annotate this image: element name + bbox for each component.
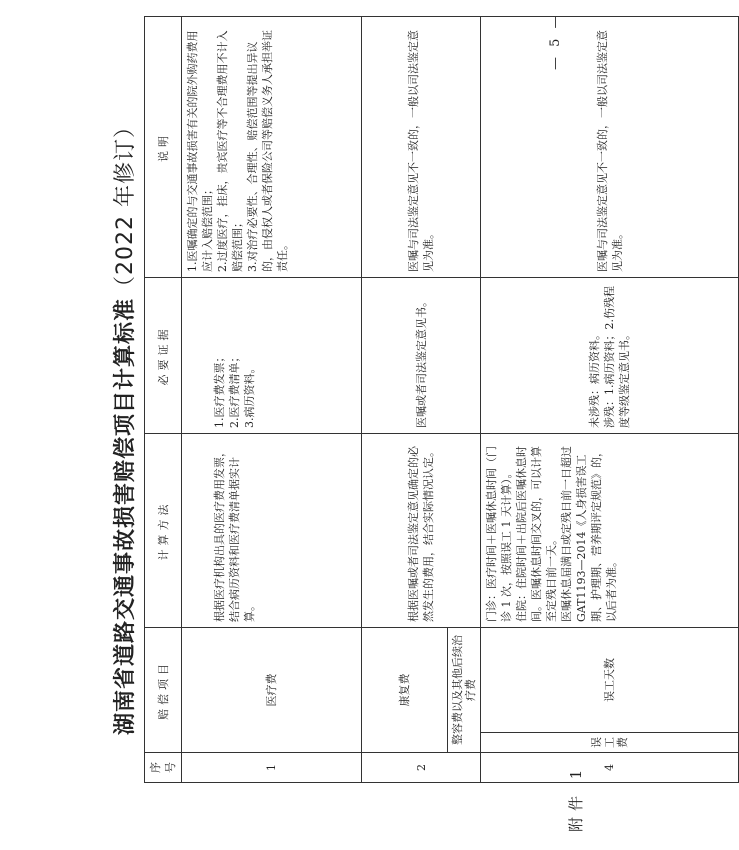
row1-evidence	[182, 278, 362, 434]
row2-index: 2	[362, 753, 481, 783]
row1-note-line: 2.过度医疗，挂床，贵宾医疗等不合理费用不计入赔偿范围；	[216, 30, 244, 272]
compensation-table	[144, 16, 739, 783]
row4-evidence-line: 涉残：1.病历资料；2.伤残程度等级鉴定意见书。	[603, 286, 631, 428]
header-index: 序号	[145, 753, 182, 783]
row2-method: 根据医嘱或者司法鉴定意见确定的必然发生的费用，结合实际情况认定。	[362, 434, 481, 628]
row4-note: 医嘱与司法鉴定意见不一致的，一般以司法鉴定意见为准。	[481, 17, 739, 278]
row1-method: 根据医疗机构出具的医疗费用发票，结合病历资料和医疗费清单据实计算。	[182, 434, 362, 628]
row1-index: 1	[182, 753, 362, 783]
row1-evidence-line: 3.病历资料。	[243, 362, 256, 428]
row1-item: 医疗费	[182, 628, 362, 753]
row4-group-label: 误工费	[589, 737, 629, 748]
title-year: （2022 年修订）	[113, 115, 138, 298]
row4-item: 误工天数	[481, 628, 739, 733]
header-note: 说明	[145, 17, 182, 278]
header-evidence: 必要证据	[145, 278, 182, 434]
page-number: — 5 —	[548, 12, 563, 70]
row4-method	[481, 434, 739, 628]
row4-method-line: 医嘱休息届满日或定残日前一日超过 GAT1193—2014《人身损害误工期、护理期、营养期评定规范》的，以后者为准。	[560, 446, 618, 622]
row2-item: 康复费	[362, 628, 448, 753]
table-row	[481, 17, 739, 783]
row4-evidence-line: 未涉残：病历资料。	[588, 329, 601, 428]
row4-index: 4	[481, 753, 739, 783]
header-method: 计算方法	[145, 434, 182, 628]
row4-group	[481, 733, 739, 753]
row4-method-line: 门诊：医疗时间＋医嘱休息时间（门诊 1 次，按照误工 1 天计算）。	[485, 446, 513, 622]
row2-evidence: 医嘱或者司法鉴定意见书。	[362, 278, 481, 434]
row4-method-line: 住院：住院时间＋出院后医嘱休息时间。医嘱休息时间交叉的，可以计算至定残日前一天。	[515, 446, 558, 622]
table-row	[182, 17, 362, 783]
table-row	[362, 17, 448, 783]
header-item: 赔偿项目	[145, 628, 182, 753]
title-text: 湖南省道路交通事故损害赔偿项目计算标准	[113, 297, 138, 735]
row3-item: 整容费以及其他后续治疗费	[448, 628, 481, 753]
row1-note-line: 3.对治疗必要性、合理性、赔偿范围等提出异议的，由侵权人或者保险公司等赔偿义务人承担举证责任。	[246, 30, 289, 272]
row4-evidence	[481, 278, 739, 434]
page-title	[108, 0, 139, 850]
row1-evidence-line: 1.医疗费发票；	[213, 351, 226, 428]
row1-evidence-line: 2.医疗费清单；	[228, 351, 241, 428]
row2-note: 医嘱与司法鉴定意见不一致的，一般以司法鉴定意见为准。	[362, 17, 481, 278]
row1-note-line: 1.医嘱确定的与交通事故损害有关的院外购药费用应计入赔偿范围；	[186, 30, 214, 272]
annex-label: 附件 1	[567, 763, 585, 832]
row1-note	[182, 17, 362, 278]
header-row	[145, 17, 182, 783]
